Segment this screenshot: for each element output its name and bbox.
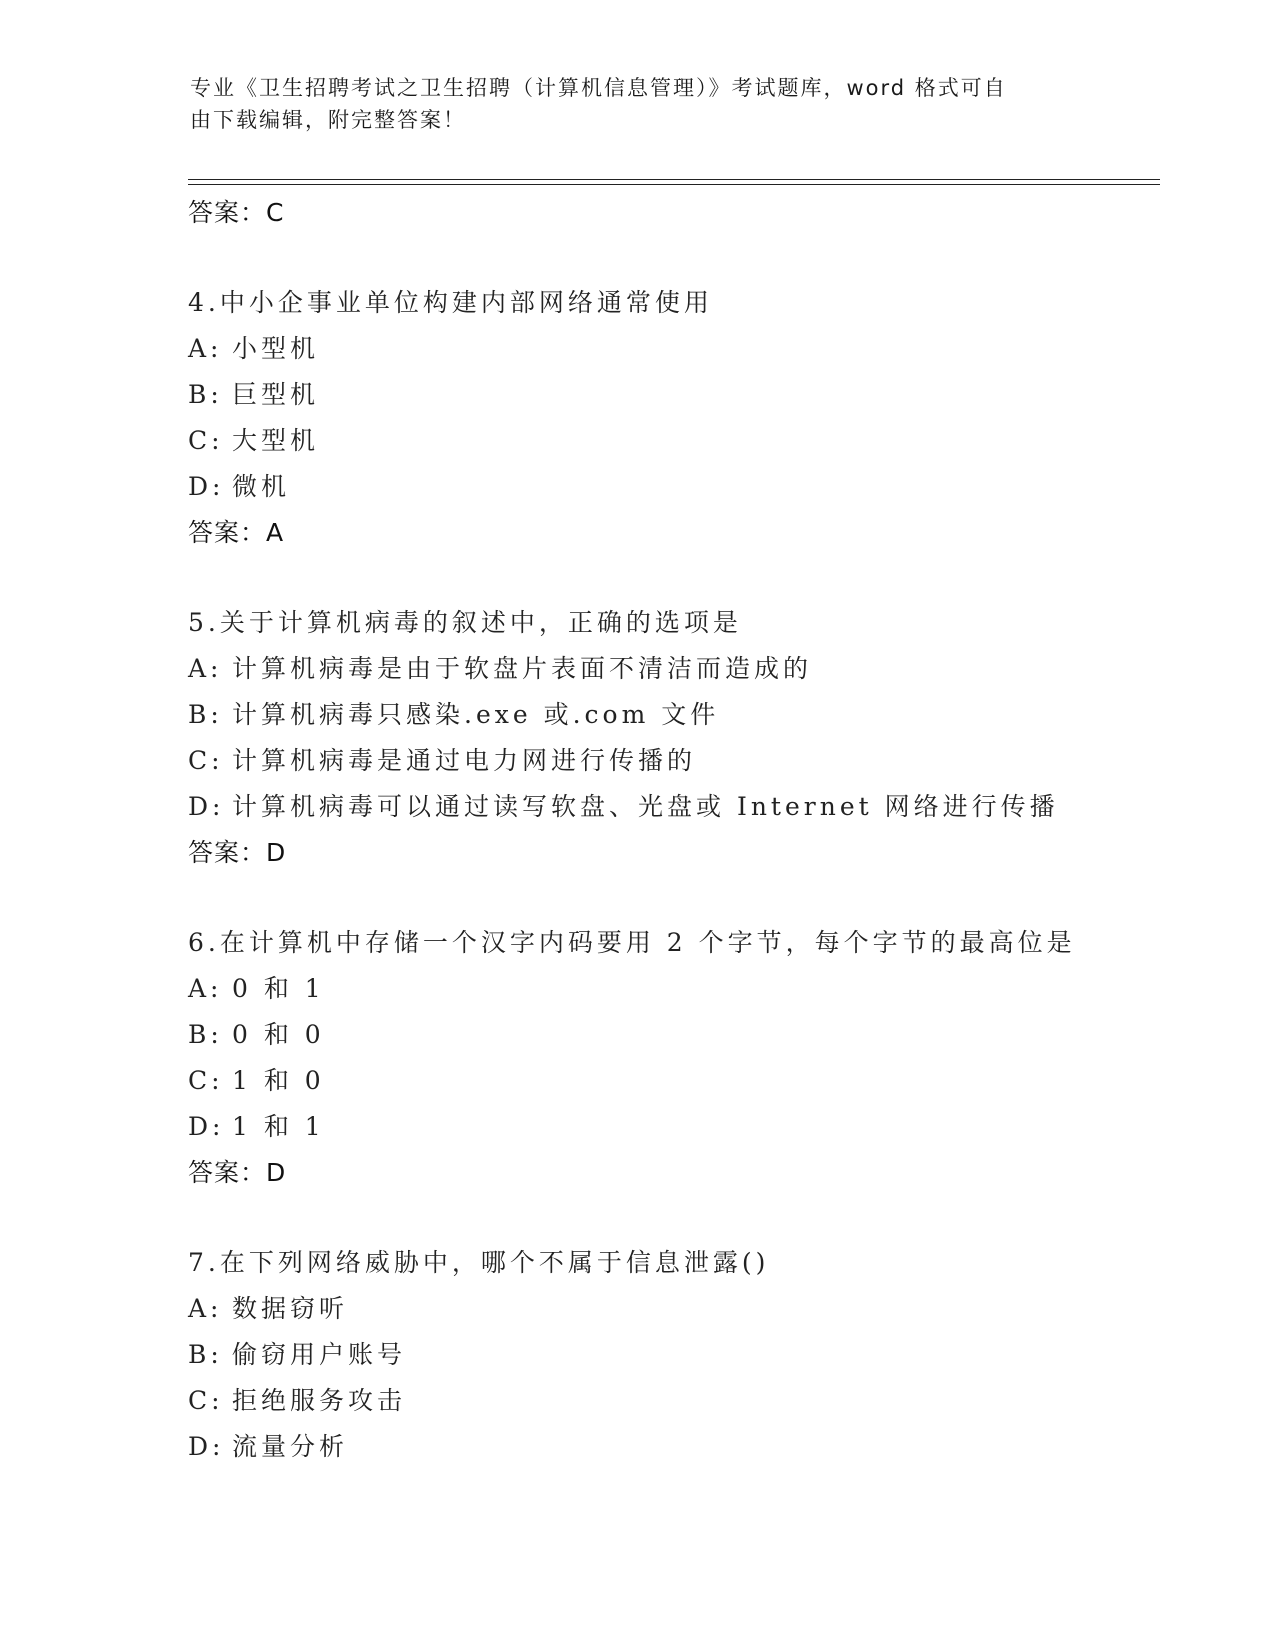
option-text: 计算机病毒是由于软盘片表面不清洁而造成的 bbox=[232, 654, 813, 683]
option-d bbox=[188, 1104, 1148, 1150]
header-divider-top bbox=[188, 179, 1160, 180]
option-b bbox=[188, 1332, 1148, 1378]
option-letter: D: bbox=[188, 472, 225, 501]
question-block bbox=[188, 920, 1148, 1196]
option-a bbox=[188, 326, 1148, 372]
option-c bbox=[188, 1058, 1148, 1104]
option-c bbox=[188, 1378, 1148, 1424]
option-letter: C: bbox=[188, 426, 224, 455]
option-d bbox=[188, 464, 1148, 510]
option-c bbox=[188, 418, 1148, 464]
option-letter: A: bbox=[188, 974, 223, 1003]
option-letter: A: bbox=[188, 1294, 223, 1323]
question-text: 4.中小企事业单位构建内部网络通常使用 bbox=[188, 288, 713, 317]
option-b bbox=[188, 372, 1148, 418]
option-d bbox=[188, 784, 1148, 830]
option-text: 流量分析 bbox=[232, 1432, 349, 1461]
option-text: 1 和 0 bbox=[232, 1066, 325, 1095]
question-text: 5.关于计算机病毒的叙述中，正确的选项是 bbox=[188, 608, 742, 637]
option-letter: C: bbox=[188, 1386, 224, 1415]
option-text: 小型机 bbox=[232, 334, 320, 363]
option-c bbox=[188, 738, 1148, 784]
option-letter: B: bbox=[188, 1020, 223, 1049]
header-line-1: 专业《卫生招聘考试之卫生招聘（计算机信息管理）》考试题库，word 格式可自 bbox=[190, 76, 1007, 100]
question-list bbox=[188, 190, 1148, 1470]
option-b bbox=[188, 692, 1148, 738]
option-text: 微机 bbox=[232, 472, 291, 501]
option-a bbox=[188, 1286, 1148, 1332]
option-letter: D: bbox=[188, 1112, 225, 1141]
answer-line: 答案：A bbox=[188, 518, 285, 547]
option-letter: C: bbox=[188, 1066, 224, 1095]
option-letter: A: bbox=[188, 334, 223, 363]
question-text: 6.在计算机中存储一个汉字内码要用 2 个字节，每个字节的最高位是 bbox=[188, 928, 1076, 957]
question-block bbox=[188, 1240, 1148, 1470]
answer-line: 答案：D bbox=[188, 838, 287, 867]
document-header bbox=[190, 72, 1070, 136]
option-a bbox=[188, 646, 1148, 692]
option-letter: B: bbox=[188, 1340, 223, 1369]
option-text: 计算机病毒是通过电力网进行传播的 bbox=[232, 746, 697, 775]
option-text: 0 和 1 bbox=[232, 974, 325, 1003]
option-a bbox=[188, 966, 1148, 1012]
option-letter: C: bbox=[188, 746, 224, 775]
header-line-2: 由下载编辑，附完整答案！ bbox=[190, 108, 466, 132]
question-text: 7.在下列网络威胁中，哪个不属于信息泄露() bbox=[188, 1248, 770, 1277]
option-text: 拒绝服务攻击 bbox=[232, 1386, 407, 1415]
option-text: 偷窃用户账号 bbox=[232, 1340, 407, 1369]
option-b bbox=[188, 1012, 1148, 1058]
option-text: 1 和 1 bbox=[232, 1112, 325, 1141]
option-letter: B: bbox=[188, 700, 223, 729]
header-divider-bottom bbox=[188, 184, 1160, 185]
option-text: 数据窃听 bbox=[232, 1294, 349, 1323]
option-d bbox=[188, 1424, 1148, 1470]
question-block bbox=[188, 280, 1148, 556]
option-text: 巨型机 bbox=[232, 380, 320, 409]
option-letter: D: bbox=[188, 792, 225, 821]
option-text: 0 和 0 bbox=[232, 1020, 325, 1049]
option-letter: B: bbox=[188, 380, 223, 409]
option-letter: A: bbox=[188, 654, 223, 683]
answer-line: 答案：C bbox=[188, 198, 285, 227]
option-text: 计算机病毒可以通过读写软盘、光盘或 Internet 网络进行传播 bbox=[232, 792, 1059, 821]
option-text: 计算机病毒只感染.exe 或.com 文件 bbox=[232, 700, 720, 729]
option-text: 大型机 bbox=[232, 426, 320, 455]
answer-line: 答案：D bbox=[188, 1158, 287, 1187]
option-letter: D: bbox=[188, 1432, 225, 1461]
question-block bbox=[188, 600, 1148, 876]
